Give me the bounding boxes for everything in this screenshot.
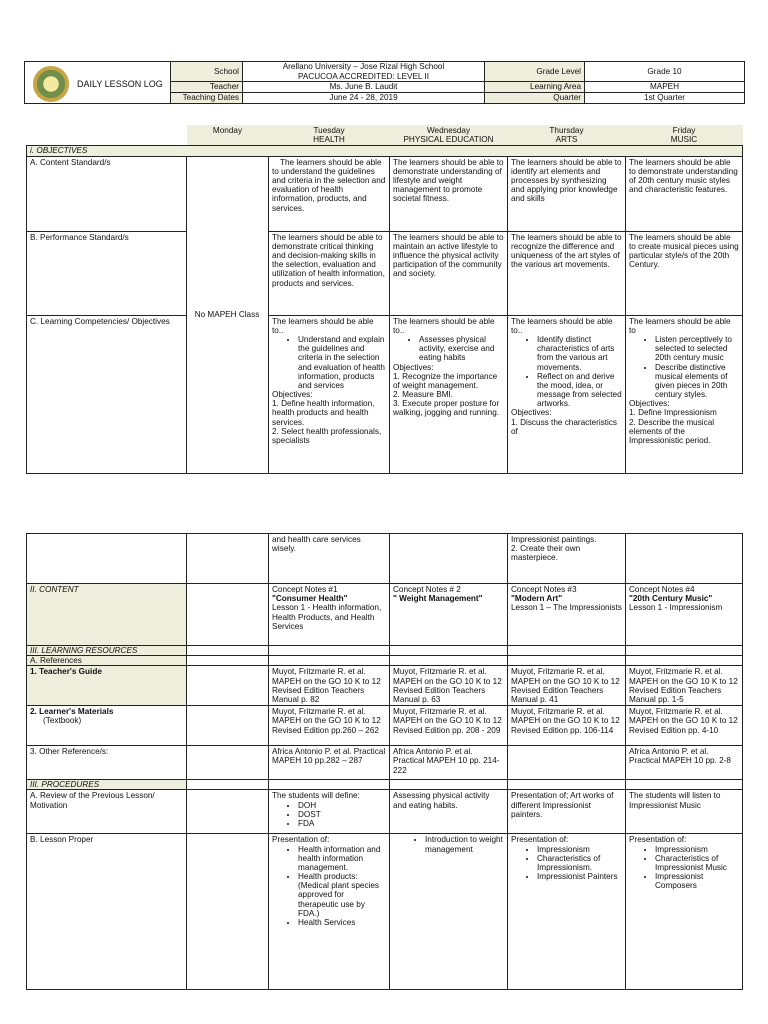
lm-fri: Muyot, Fritzmarie R. et al. MAPEH on the GO 10 K to 12 Revised Edition pp. 4-10 [626, 706, 743, 746]
or-fri: Africa Antonio P. et al. Practical MAPEH 10 pp. 2-8 [626, 746, 743, 780]
lp-tue: Presentation of: • Health information and health information management. • Health products: (Medical plant species approved for therapeutic use by FDA.) • Health Services [269, 834, 390, 990]
school-seal-icon [33, 66, 69, 102]
perf-wed: The learners should be able to maintain an active lifestyle to influence the physical activity participation of the community and society. [390, 231, 508, 315]
school-label: School [171, 62, 243, 82]
content-notes-thu: Concept Notes #3 "Modern Art" Lesson 1 – The Impressionists [508, 584, 626, 646]
review-fri: The students will listen to Impressionist Music [626, 790, 743, 834]
header-table [24, 61, 745, 104]
content-fri: The learners should be able to demonstrate understanding of 20th century music styles and characteristic features. [626, 156, 743, 231]
tg-wed: Muyot, Fritzmarie R. et al. MAPEH on the GO 10 K to 12 Revised Edition Teachers Manual p. 63 [390, 666, 508, 706]
other-references-label: 3. Other Reference/s: [27, 746, 187, 780]
content-standard-label: A. Content Standard/s [27, 156, 187, 231]
lp-fri: Presentation of: • Impressionism • Characteristics of Impressionist Music • Impressionist Composers [626, 834, 743, 990]
objectives-heading: i. OBJECTIVES [27, 146, 743, 156]
comp-wed: The learners should be able to.. • Assesses physical activity, exercise and eating habits Objectives: 1. Recognize the importance of weight management. 2. Measure BMI. 3. Execute proper posture for walking, jogging and running. [390, 315, 508, 473]
area-value: MAPEH [585, 82, 745, 93]
dates-label: Teaching Dates [171, 93, 243, 104]
content-wed: The learners should be able to demonstrate understanding of lifestyle and weight management to promote societal fitness. [390, 156, 508, 231]
quarter-value: 1st Quarter [585, 93, 745, 104]
performance-standard-label: B. Performance Standard/s [27, 231, 187, 315]
day-thursday: Thursday ARTS [508, 125, 626, 146]
review-thu: Presentation of; Art works of different Impressionist painters. [508, 790, 626, 834]
review-wed: Assessing physical activity and eating habits. [390, 790, 508, 834]
lp-thu: Presentation of: • Impressionism • Characteristics of Impressionism. • Impressionist Painters [508, 834, 626, 990]
content-table [26, 533, 743, 990]
lm-wed: Muyot, Fritzmarie R. et al. MAPEH on the GO 10 K to 12 Revised Edition pp. 208 - 209 [390, 706, 508, 746]
tg-thu: Muyot, Fritzmarie R. et al. MAPEH on the GO 10 K to 12 Revised Edition Teachers Manual p. 41 [508, 666, 626, 706]
perf-fri: The learners should be able to create musical pieces using particular style/s of the 20th Century. [626, 231, 743, 315]
objectives-table [26, 125, 743, 474]
tg-fri: Muyot, Fritzmarie R. et al. MAPEH on the GO 10 K to 12 Revised Edition Teachers Manual pp. 1-5 [626, 666, 743, 706]
or-wed: Africa Antonio P. et al. Practical MAPEH 10 pp. 214-222 [390, 746, 508, 780]
day-wednesday: Wednesday PHYSICAL EDUCATION [390, 125, 508, 146]
content-notes-wed: Concept Notes # 2 " Weight Management" [390, 584, 508, 646]
grade-value: Grade 10 [585, 62, 745, 82]
day-friday: Friday MUSIC [626, 125, 743, 146]
perf-thu: The learners should be able to recognize the difference and uniqueness of the art styles of the various art movements. [508, 231, 626, 315]
comp-tue: The learners should be able to.. • Understand and explain the guidelines and criteria in the selection and evaluation of health information, products and services Objectives: 1. Define health information, health products and health services. 2. Select health professionals, specialists [269, 315, 390, 473]
lesson-proper-label: B. Lesson Proper [27, 834, 187, 990]
log-title: DAILY LESSON LOG [77, 79, 163, 89]
grade-label: Grade Level [485, 62, 585, 82]
teacher-label: Teacher [171, 82, 243, 93]
resources-heading: III. LEARNING RESOURCES [27, 646, 187, 656]
content-notes-fri: Concept Notes #4 "20th Century Music" Lesson 1 - Impressionism [626, 584, 743, 646]
school-value: Arellano University – Jose Rizal High School PACUCOA ACCREDITED: LEVEL II [243, 62, 485, 82]
logo-cell [25, 62, 171, 104]
quarter-label: Quarter [485, 93, 585, 104]
lm-thu: Muyot, Fritzmarie R. et al. MAPEH on the GO 10 K to 12 Revised Edition pp. 106-114 [508, 706, 626, 746]
cont-tue: and health care services wisely. [269, 534, 390, 584]
tg-tue: Muyot, Fritzmarie R. et al. MAPEH on the GO 10 K to 12 Revised Edition Teachers Manual p. 82 [269, 666, 390, 706]
teacher-value: Ms. June B. Laudit [243, 82, 485, 93]
procedures-heading: III. PROCEDURES [27, 780, 187, 790]
comp-fri: The learners should be able to • Listen perceptively to selected to selected 20th century music • Describe distinctive musical elements of given pieces in 20th century styles. Objectives: 1. Define Impressionism 2. Describe the musical elements of the Impressionistic period. [626, 315, 743, 473]
content-heading: II. CONTENT [27, 584, 187, 646]
monday-no-class: No MAPEH Class [187, 156, 269, 473]
or-tue: Africa Antonio P. et al. Practical MAPEH 10 pp.282 – 287 [269, 746, 390, 780]
content-notes-tue: Concept Notes #1 "Consumer Health" Lesson 1 - Health information, Health Products, and Health Services [269, 584, 390, 646]
teachers-guide-label: 1. Teacher's Guide [27, 666, 187, 706]
cont-thu: Impressionist paintings. 2. Create their own masterpiece. [508, 534, 626, 584]
lm-tue: Muyot, Fritzmarie R. et al. MAPEH on the GO 10 K to 12 Revised Edition pp.260 – 262 [269, 706, 390, 746]
references-label: A. References [27, 656, 187, 666]
content-tue: The learners should be able to understand the guidelines and criteria in the selection and evaluation of health information, products, and services. [269, 156, 390, 231]
review-tue: The students will define: • DOH • DOST • FDA [269, 790, 390, 834]
review-label: A. Review of the Previous Lesson/ Motivation [27, 790, 187, 834]
lp-wed: • Introduction to weight management [390, 834, 508, 990]
learners-materials-label: 2. Learner's Materials (Textbook) [27, 706, 187, 746]
area-label: Learning Area [485, 82, 585, 93]
perf-tue: The learners should be able to demonstrate critical thinking and decision-making skills in the selection, evaluation and utilization of health information, products and services. [269, 231, 390, 315]
dates-value: June 24 - 28, 2019 [243, 93, 485, 104]
day-tuesday: Tuesday HEALTH [269, 125, 390, 146]
comp-thu: The learners should be able to.. • Identify distinct characteristics of arts from the various art movements. • Reflect on and derive the mood, idea, or message from selected artworks. Objectives: 1. Discuss the characteristics of [508, 315, 626, 473]
day-monday: Monday [187, 125, 269, 146]
competencies-label: C. Learning Competencies/ Objectives [27, 315, 187, 473]
content-thu: The learners should be able to identify art elements and processes by synthesizing and applying prior knowledge and skills [508, 156, 626, 231]
